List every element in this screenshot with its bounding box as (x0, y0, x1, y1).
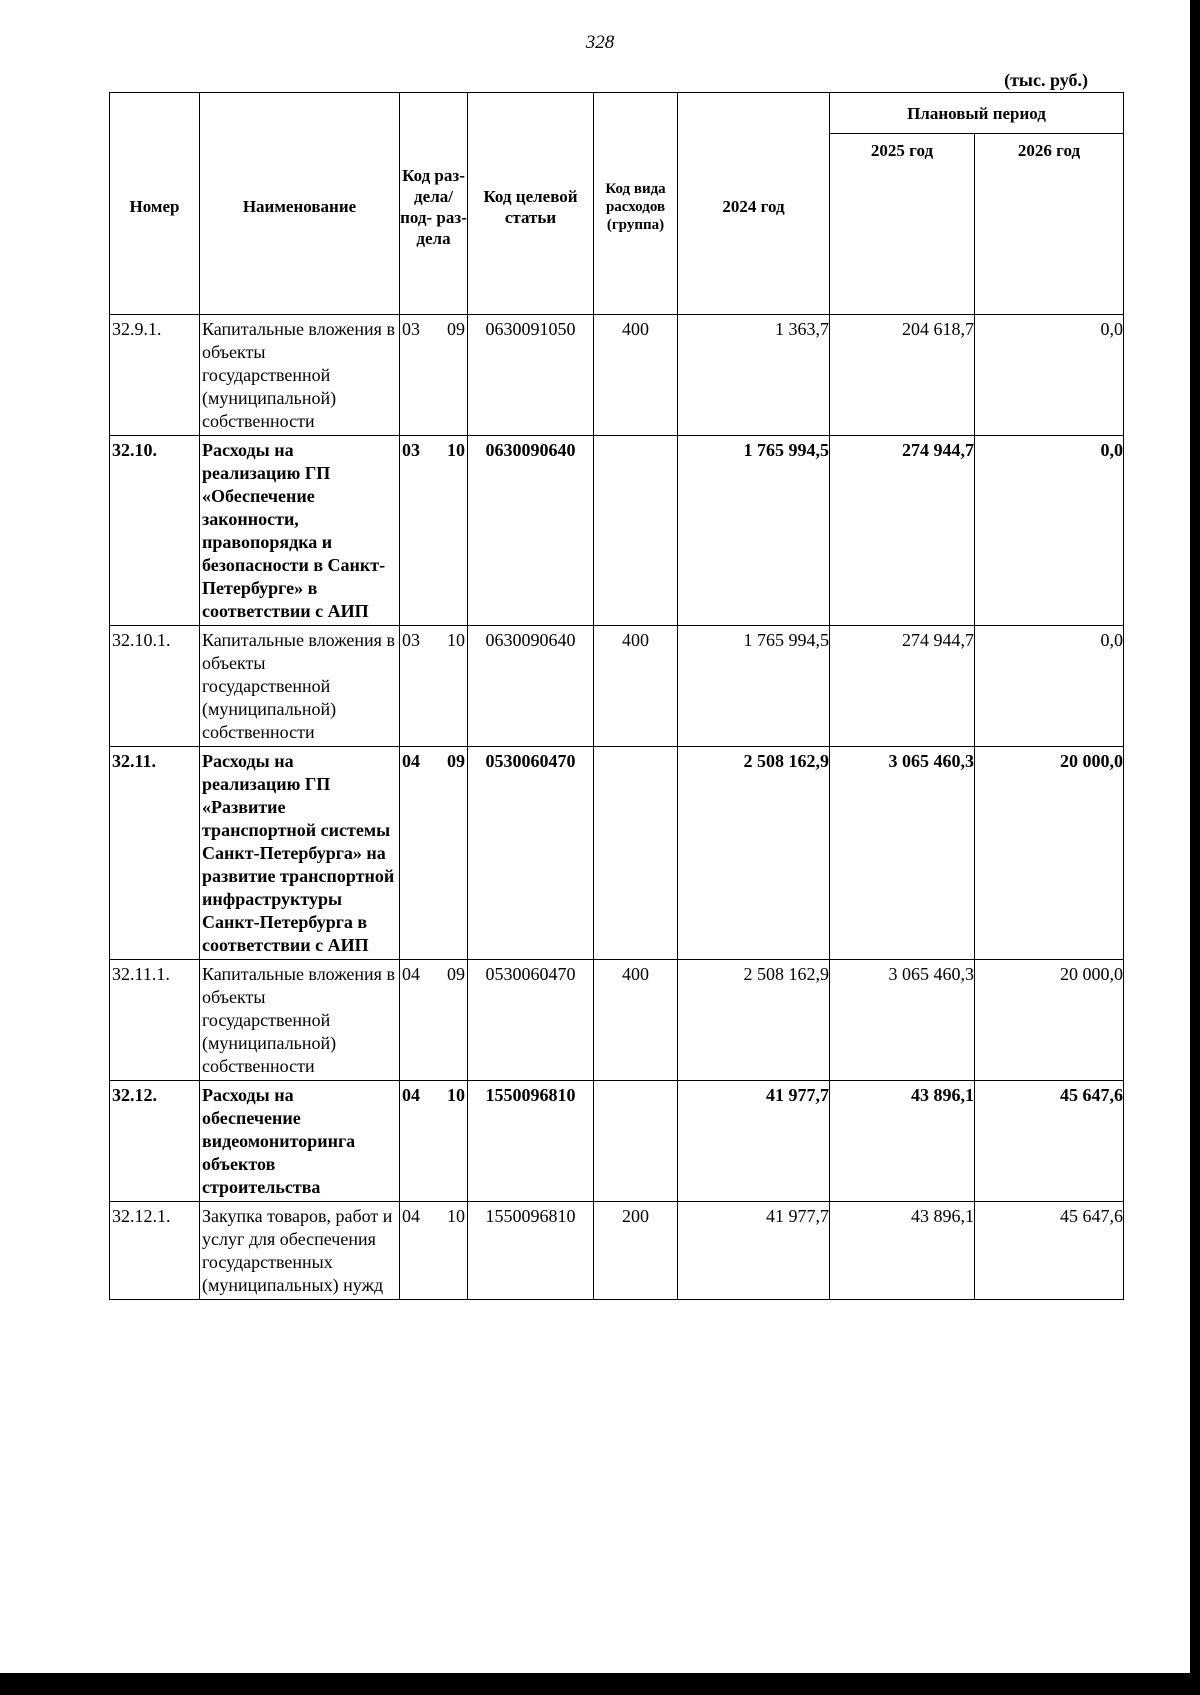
table-row (110, 1202, 1124, 1300)
row-2024: 41 977,7 (678, 1202, 830, 1300)
row-section-code (400, 960, 468, 1081)
row-2025: 3 065 460,3 (830, 960, 975, 1081)
section-code: 03 (402, 630, 420, 650)
scan-edge-right (1190, 0, 1200, 1695)
row-section-code (400, 626, 468, 747)
subsection-code: 09 (447, 964, 465, 984)
row-2025: 43 896,1 (830, 1202, 975, 1300)
table-row (110, 1081, 1124, 1202)
row-expense-type (594, 747, 678, 960)
row-target-code: 0630091050 (468, 315, 594, 436)
table-row (110, 960, 1124, 1081)
table-row (110, 747, 1124, 960)
subsection-code: 09 (447, 751, 465, 771)
row-target-code: 1550096810 (468, 1081, 594, 1202)
table-row (110, 626, 1124, 747)
budget-table (109, 92, 1124, 1300)
row-2025: 3 065 460,3 (830, 747, 975, 960)
row-target-code: 0530060470 (468, 960, 594, 1081)
row-number: 32.10.1. (110, 626, 200, 747)
header-planned-period: Плановый период (830, 93, 1124, 134)
row-name: Закупка товаров, работ и услуг для обеспечения государственных (муниципальных) нужд (200, 1202, 400, 1300)
row-2026: 0,0 (975, 436, 1124, 626)
subsection-code: 09 (447, 319, 465, 339)
row-expense-type (594, 1081, 678, 1202)
header-2026: 2026 год (975, 134, 1124, 315)
subsection-code: 10 (447, 1206, 465, 1226)
header-name: Наименование (200, 93, 400, 315)
row-number: 32.12.1. (110, 1202, 200, 1300)
row-expense-type: 400 (594, 960, 678, 1081)
section-code: 04 (402, 751, 420, 771)
section-code: 03 (402, 440, 420, 460)
row-2026: 45 647,6 (975, 1081, 1124, 1202)
row-2025: 204 618,7 (830, 315, 975, 436)
row-target-code: 0530060470 (468, 747, 594, 960)
section-code: 04 (402, 1206, 420, 1226)
subsection-code: 10 (447, 630, 465, 650)
row-2026: 0,0 (975, 626, 1124, 747)
row-name: Капитальные вложения в объекты государственной (муниципальной) собственности (200, 626, 400, 747)
header-number: Номер (110, 93, 200, 315)
row-2024: 41 977,7 (678, 1081, 830, 1202)
section-code: 04 (402, 964, 420, 984)
row-2026: 20 000,0 (975, 747, 1124, 960)
row-2024: 2 508 162,9 (678, 747, 830, 960)
header-section-code: Код раз- дела/ под- раз- дела (400, 93, 468, 315)
table-row (110, 315, 1124, 436)
row-target-code: 0630090640 (468, 436, 594, 626)
header-2025: 2025 год (830, 134, 975, 315)
row-2026: 20 000,0 (975, 960, 1124, 1081)
header-expense-type: Код вида расходов (группа) (594, 93, 678, 315)
table-row (110, 436, 1124, 626)
row-2024: 1 765 994,5 (678, 436, 830, 626)
row-number: 32.9.1. (110, 315, 200, 436)
row-name: Капитальные вложения в объекты государственной (муниципальной) собственности (200, 960, 400, 1081)
row-section-code (400, 1081, 468, 1202)
page-number: 328 (585, 32, 615, 53)
row-2024: 1 363,7 (678, 315, 830, 436)
row-2026: 0,0 (975, 315, 1124, 436)
row-number: 32.11.1. (110, 960, 200, 1081)
row-name: Расходы на реализацию ГП «Развитие транспортной системы Санкт-Петербурга» на развитие транспортной инфраструктуры Санкт-Петербурга в соответствии с АИП (200, 747, 400, 960)
row-number: 32.10. (110, 436, 200, 626)
scan-edge-bottom (0, 1673, 1200, 1695)
row-2025: 274 944,7 (830, 626, 975, 747)
row-number: 32.11. (110, 747, 200, 960)
subsection-code: 10 (447, 440, 465, 460)
row-section-code (400, 747, 468, 960)
header-2024: 2024 год (678, 93, 830, 315)
row-expense-type: 400 (594, 315, 678, 436)
row-2026: 45 647,6 (975, 1202, 1124, 1300)
header-target-code: Код целевой статьи (468, 93, 594, 315)
row-2025: 274 944,7 (830, 436, 975, 626)
row-expense-type: 400 (594, 626, 678, 747)
row-2024: 1 765 994,5 (678, 626, 830, 747)
section-code: 04 (402, 1085, 420, 1105)
section-code: 03 (402, 319, 420, 339)
row-name: Капитальные вложения в объекты государственной (муниципальной) собственности (200, 315, 400, 436)
subsection-code: 10 (447, 1085, 465, 1105)
row-target-code: 1550096810 (468, 1202, 594, 1300)
row-name: Расходы на обеспечение видеомониторинга объектов строительства (200, 1081, 400, 1202)
row-target-code: 0630090640 (468, 626, 594, 747)
row-section-code (400, 315, 468, 436)
row-expense-type (594, 436, 678, 626)
row-2025: 43 896,1 (830, 1081, 975, 1202)
row-2024: 2 508 162,9 (678, 960, 830, 1081)
row-expense-type: 200 (594, 1202, 678, 1300)
row-section-code (400, 436, 468, 626)
row-name: Расходы на реализацию ГП «Обеспечение законности, правопорядка и безопасности в Санкт-Петербурге» в соответствии с АИП (200, 436, 400, 626)
row-section-code (400, 1202, 468, 1300)
row-number: 32.12. (110, 1081, 200, 1202)
units-label: (тыс. руб.) (1004, 70, 1088, 90)
